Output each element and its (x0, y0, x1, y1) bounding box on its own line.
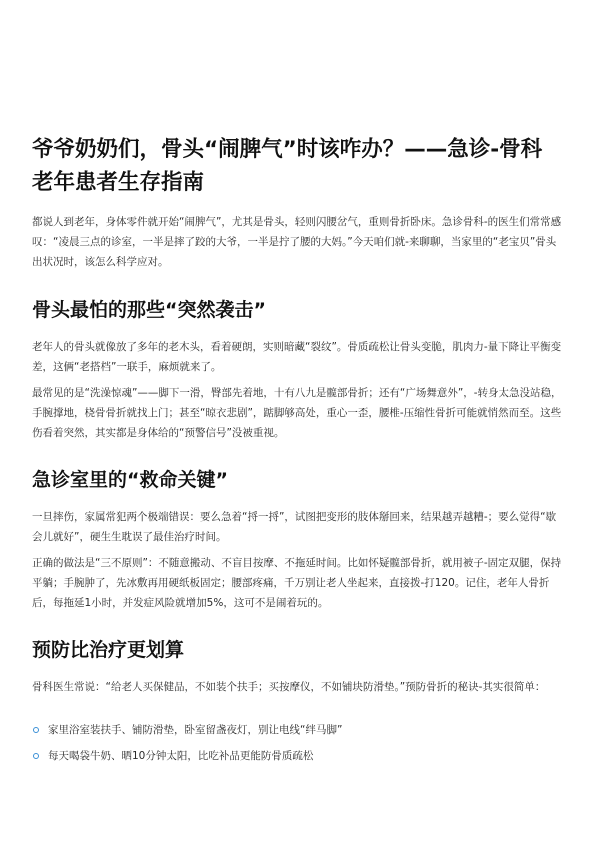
section1-paragraph-2: 最常见的是“洗澡惊魂”——脚下一滑，臀部先着地，十有八九是髋部骨折；还有“广场舞意外”，-转身太急没站稳，手腕撑地，桡骨骨折就找上门；甚至“晾衣悲剧”，踮脚够高处，重心一歪，腰椎-压缩性骨折可能就悄然而至。这些伤看着突然，其实都是身体给的“预警信号”没被重视。 (32, 387, 562, 439)
section-heading-emergency-keys: 急诊室里的“救命关键” (32, 469, 228, 491)
list-item (32, 748, 563, 764)
list-item-text: 每天喝袋牛奶、晒10分钟太阳，比吃补品更能防骨质疏松 (48, 750, 314, 762)
section2-paragraph-2: 正确的做法是“三不原则”：不随意搬动、不盲目按摩、不拖延时间。比如怀疑髋部骨折，就用被子-固定双腿，保持平躺；手腕肿了，先冰敷再用硬纸板固定；腰部疼痛，千万别让老人坐起来，直接拨-打120。记住，老年人骨折后，每拖延1小时，并发症风险就增加5%，这可不是闹着玩的。 (32, 557, 562, 609)
section2-paragraph-1: 一旦摔伤，家属常犯两个极端错误：要么急着“捋一捋”，试图把变形的肢体掰回来，结果越弄越糟-；要么觉得“歇会儿就好”，硬生生耽误了最佳治疗时间。 (32, 511, 557, 543)
article-title: 爷爷奶奶们，骨头“闹脾气”时该咋办？——急诊-骨科老年患者生存指南 (32, 137, 543, 195)
list-item-text: 家里浴室装扶手、铺防滑垫，卧室留盏夜灯，别让电线“绊马脚” (48, 724, 343, 736)
list-item (32, 722, 563, 738)
section-heading-prevention: 预防比治疗更划算 (32, 639, 185, 661)
section-heading-sudden-attacks: 骨头最怕的那些“突然袭击” (32, 299, 266, 321)
intro-paragraph: 都说人到老年，身体零件就开始“闹脾气”，尤其是骨头，轻则闪腰岔气，重则骨折卧床。急诊骨科-的医生们常常感叹：“凌晨三点的诊室，一半是摔了跤的大爷，一半是拧了腰的大妈。”今天咱们就-来聊聊，当家里的“老宝贝”骨头出状况时，该怎么科学应对。 (32, 216, 562, 268)
section3-paragraph-1: 骨科医生常说：“给老人买保健品，不如装个扶手；买按摩仪，不如铺块防滑垫。”预防骨折的秘诀-其实很简单： (32, 681, 546, 693)
bullet-circle-icon (33, 753, 39, 759)
section1-paragraph-1: 老年人的骨头就像放了多年的老木头，看着硬朗，实则暗藏“裂纹”。骨质疏松让骨头变脆，肌肉力-量下降让平衡变差，这俩“老搭档”一联手，麻烦就来了。 (32, 341, 562, 373)
bullet-circle-icon (33, 727, 39, 733)
